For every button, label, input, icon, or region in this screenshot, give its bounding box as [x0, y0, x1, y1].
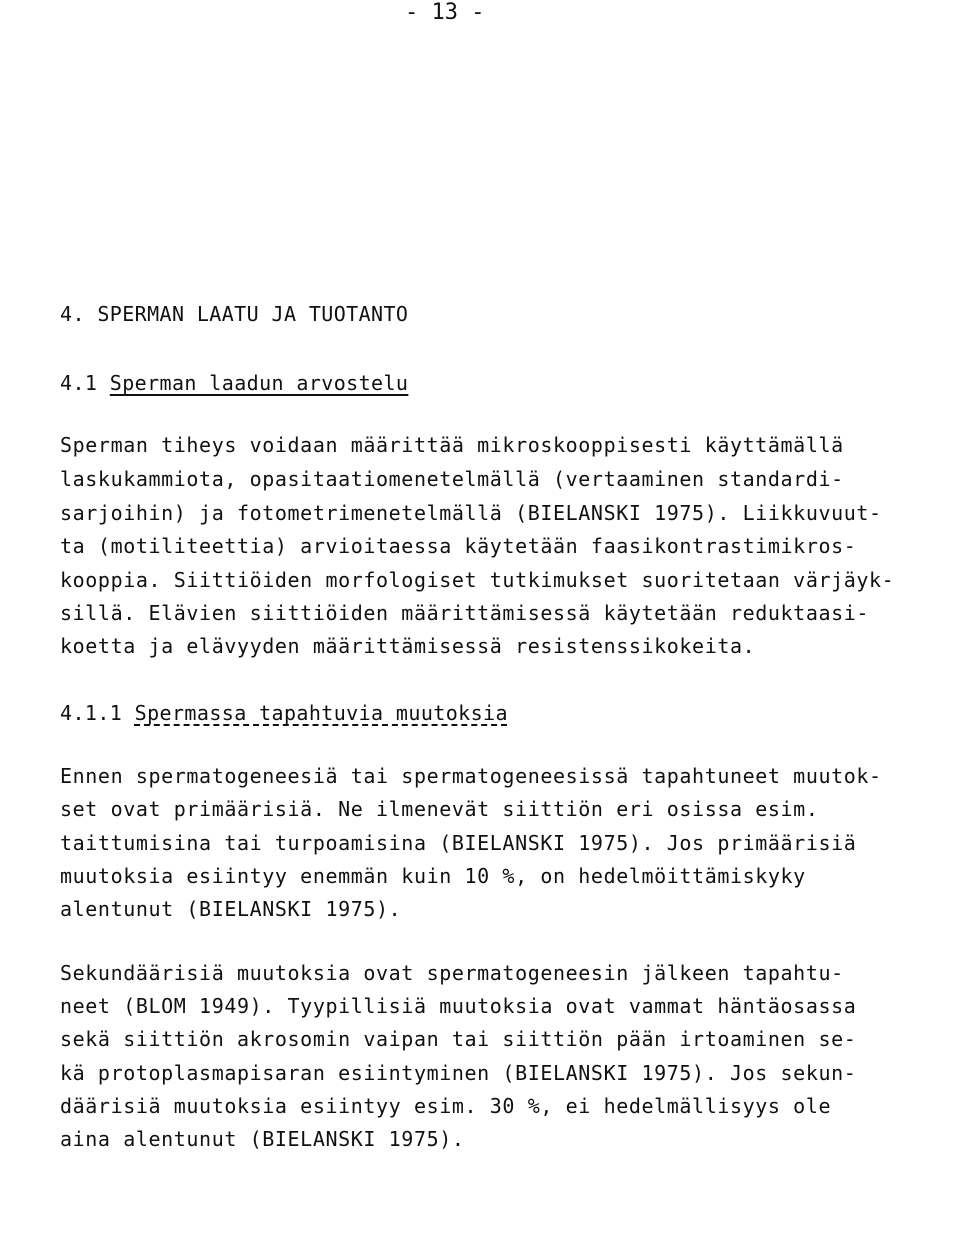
section-heading [60, 373, 408, 393]
paragraph-line: Ennen spermatogeneesiä tai spermatogeneesissä tapahtuneet muutok- [60, 764, 882, 788]
paragraph-line: taittumisina tai turpoamisina (BIELANSKI 1975). Jos primäärisiä [60, 831, 857, 855]
paragraph-line: laskukammiota, opasitaatiomenetelmällä (vertaaminen standardi- [60, 467, 844, 491]
paragraph-line: Sperman tiheys voidaan määrittää mikroskooppisesti käyttämällä [60, 433, 844, 457]
paragraph-line: alentunut (BIELANSKI 1975). [60, 897, 402, 921]
paragraph-line: däärisiä muutoksia esiintyy esim. 30 %, ei hedelmällisyys ole [60, 1094, 832, 1118]
paragraph-line: sillä. Elävien siittiöiden määrittämisessä käytetään reduktaasi- [60, 601, 870, 625]
paragraph-line: set ovat primäärisiä. Ne ilmenevät siittiön eri osissa esim. [60, 797, 819, 821]
paragraph-line: kä protoplasmapisaran esiintyminen (BIELANSKI 1975). Jos sekun- [60, 1061, 857, 1085]
subsection-number: 4.1.1 [60, 701, 123, 725]
section-number: 4.1 [60, 371, 98, 395]
paragraph-line: kooppia. Siittiöiden morfologiset tutkimukset suoritetaan värjäyk- [60, 568, 895, 592]
paragraph-line: aina alentunut (BIELANSKI 1975). [60, 1127, 465, 1151]
paragraph-line: neet (BLOM 1949). Tyypillisiä muutoksia ovat vammat häntäosassa [60, 994, 857, 1018]
section-title: Sperman laadun arvostelu [109, 371, 409, 395]
paragraph-line: sarjoihin) ja fotometrimenetelmällä (BIELANSKI 1975). Liikkuvuut- [60, 501, 882, 525]
subsection-heading [60, 703, 508, 723]
subsection-title: Spermassa tapahtuvia muutoksia [134, 701, 508, 725]
page-number: - 13 - [405, 0, 485, 25]
paragraph-line: koetta ja elävyyden määrittämisessä resistenssikokeita. [60, 634, 756, 658]
chapter-heading: 4. SPERMAN LAATU JA TUOTANTO [60, 302, 409, 326]
paragraph-line: sekä siittiön akrosomin vaipan tai siittiön pään irtoaminen se- [60, 1027, 857, 1051]
paragraph-line: ta (motiliteettia) arvioitaessa käytetään faasikontrastimikros- [60, 534, 857, 558]
paragraph-line: muutoksia esiintyy enemmän kuin 10 %, on hedelmöittämiskyky [60, 864, 806, 888]
paragraph-line: Sekundäärisiä muutoksia ovat spermatogeneesin jälkeen tapahtu- [60, 961, 844, 985]
